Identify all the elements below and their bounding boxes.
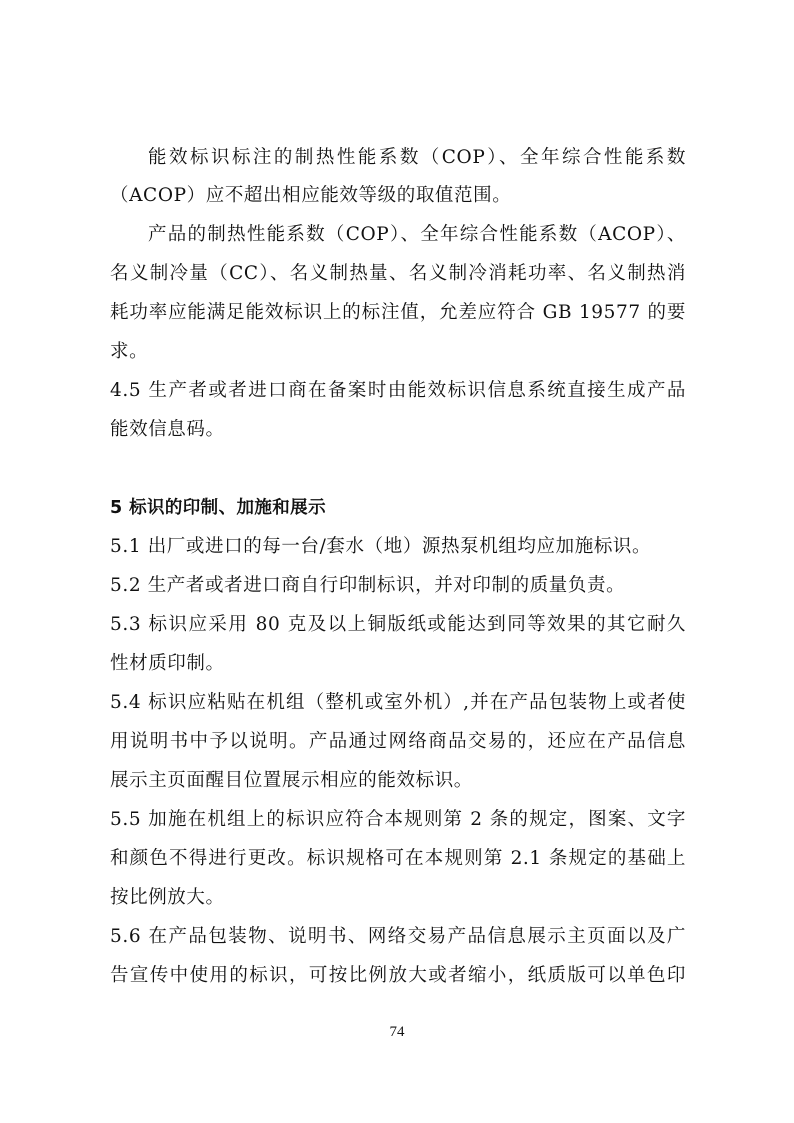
clause-5-5-line-3: 按比例放大。 xyxy=(110,887,225,908)
page-number: 74 xyxy=(389,1024,405,1040)
clause-4-5-line-2: 能效信息码。 xyxy=(110,419,225,440)
section-5-heading: 5 标识的印制、加施和展示 xyxy=(110,498,326,518)
paragraph-2-line-4: 求。 xyxy=(110,341,149,362)
clause-5-6-line-2: 告宣传中使用的标识，可按比例放大或者缩小，纸质版可以单色印 xyxy=(110,965,686,986)
paragraph-2-line-3: 耗功率应能满足能效标识上的标注值，允差应符合 GB 19577 的要 xyxy=(110,302,686,323)
clause-4-5-line-1: 4.5 生产者或者进口商在备案时由能效标识信息系统直接生成产品 xyxy=(110,380,686,401)
clause-5-5-line-2: 和颜色不得进行更改。标识规格可在本规则第 2.1 条规定的基础上 xyxy=(110,848,686,869)
clause-5-5-line-1: 5.5 加施在机组上的标识应符合本规则第 2 条的规定，图案、文字 xyxy=(110,809,686,830)
clause-5-4-line-3: 展示主页面醒目位置展示相应的能效标识。 xyxy=(110,770,473,791)
paragraph-2-line-2: 名义制冷量（CC）、名义制热量、名义制冷消耗功率、名义制热消 xyxy=(110,263,686,284)
clause-5-1: 5.1 出厂或进口的每一台/套水（地）源热泵机组均应加施标识。 xyxy=(110,536,652,557)
clause-5-3-line-2: 性材质印制。 xyxy=(110,653,225,674)
clause-5-6-line-1: 5.6 在产品包装物、说明书、网络交易产品信息展示主页面以及广 xyxy=(110,926,686,947)
paragraph-1-line-2: （ACOP）应不超出相应能效等级的取值范围。 xyxy=(110,185,512,206)
clause-5-2: 5.2 生产者或者进口商自行印制标识，并对印制的质量负责。 xyxy=(110,575,626,596)
clause-5-4-line-1: 5.4 标识应粘贴在机组（整机或室外机）,并在产品包装物上或者使 xyxy=(110,692,686,713)
clause-5-3-line-1: 5.3 标识应采用 80 克及以上铜版纸或能达到同等效果的其它耐久 xyxy=(110,614,686,635)
clause-5-4-line-2: 用说明书中予以说明。产品通过网络商品交易的，还应在产品信息 xyxy=(110,731,686,752)
paragraph-1-line-1: 能效标识标注的制热性能系数（COP）、全年综合性能系数 xyxy=(148,147,686,168)
paragraph-2-line-1: 产品的制热性能系数（COP）、全年综合性能系数（ACOP）、 xyxy=(148,224,686,245)
